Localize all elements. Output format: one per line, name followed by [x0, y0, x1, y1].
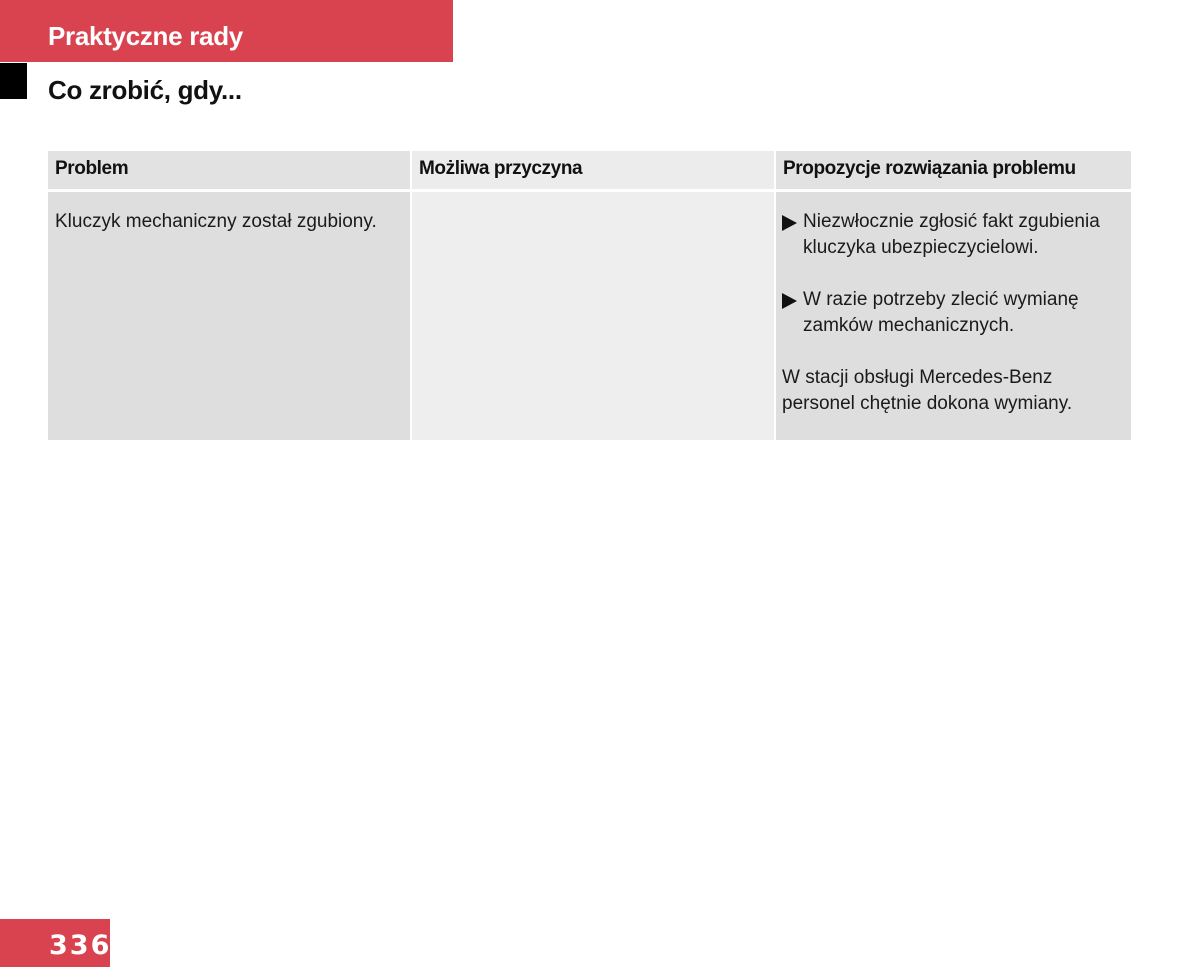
chapter-marker	[0, 63, 27, 99]
solution-step	[782, 209, 1125, 261]
cell-cause	[412, 192, 774, 440]
step-arrow-icon	[782, 293, 797, 309]
solution-step	[782, 287, 1125, 339]
column-problem	[48, 151, 410, 440]
cell-problem	[48, 192, 410, 440]
column-cause	[412, 151, 774, 440]
step-arrow-icon	[782, 215, 797, 231]
header-solution: Propozycje rozwiązania problemu	[776, 151, 1131, 189]
header-problem: Problem	[48, 151, 410, 189]
column-solution	[776, 151, 1131, 440]
step-text: W razie potrzeby zlecić wymianę zamków mechanicznych.	[803, 289, 1079, 336]
solution-note: W stacji obsługi Mercedes-Benz personel chętnie dokona wymiany.	[782, 367, 1073, 414]
step-text: Niezwłocznie zgłosić fakt zgubienia kluczyka ubezpieczycielowi.	[803, 211, 1100, 258]
troubleshooting-table	[48, 151, 1131, 440]
page-title: Co zrobić, gdy...	[48, 75, 242, 105]
cell-solution	[776, 192, 1131, 440]
section-label: Praktyczne rady	[48, 21, 243, 51]
section-tab	[0, 0, 453, 62]
problem-text: Kluczyk mechaniczny został zgubiony.	[55, 211, 377, 232]
header-cause: Możliwa przyczyna	[412, 151, 774, 189]
page-number: 336	[49, 930, 112, 961]
